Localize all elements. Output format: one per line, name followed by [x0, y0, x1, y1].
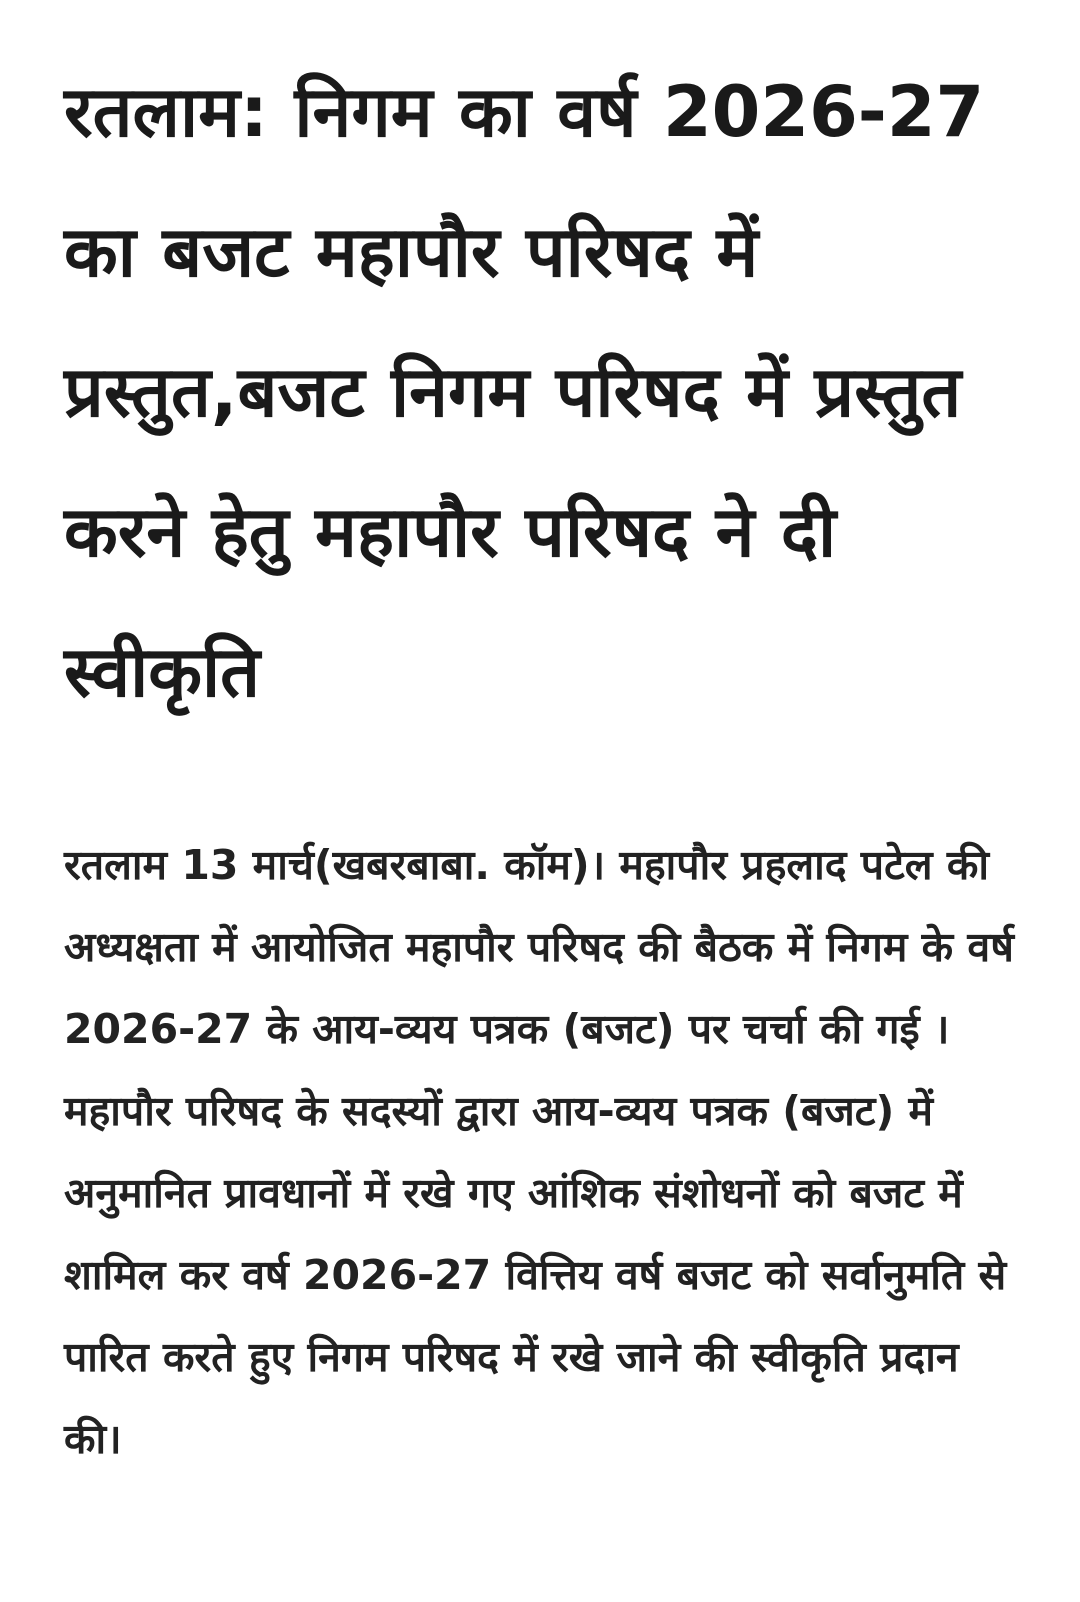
article-body: रतलाम 13 मार्च(खबरबाबा. कॉम)। महापौर प्रहलाद पटेल की अध्यक्षता में आयोजित महापौर परिषद की बैठक में निगम के वर्ष 2026-27 के आय-व्यय पत्रक (बजट) पर चर्चा की गई । महापौर परिषद के सदस्यों द्वारा आय-व्यय पत्रक (बजट) में अनुमानित प्रावधानों में रखे गए आंशिक संशोधनों को बजट में शामिल कर वर्ष 2026-27 वित्तिय वर्ष बजट को सर्वानुमति से पारित करते हुए निगम परिषद में रखे जाने की स्वीकृति प्रदान की। [64, 841, 1014, 1463]
article-headline: रतलाम: निगम का वर्ष 2026-27 का बजट महापौर परिषद में प्रस्तुत,बजट निगम परिषद में प्रस्तुत करने हेतु महापौर परिषद ने दी स्वीकृति [64, 71, 985, 713]
